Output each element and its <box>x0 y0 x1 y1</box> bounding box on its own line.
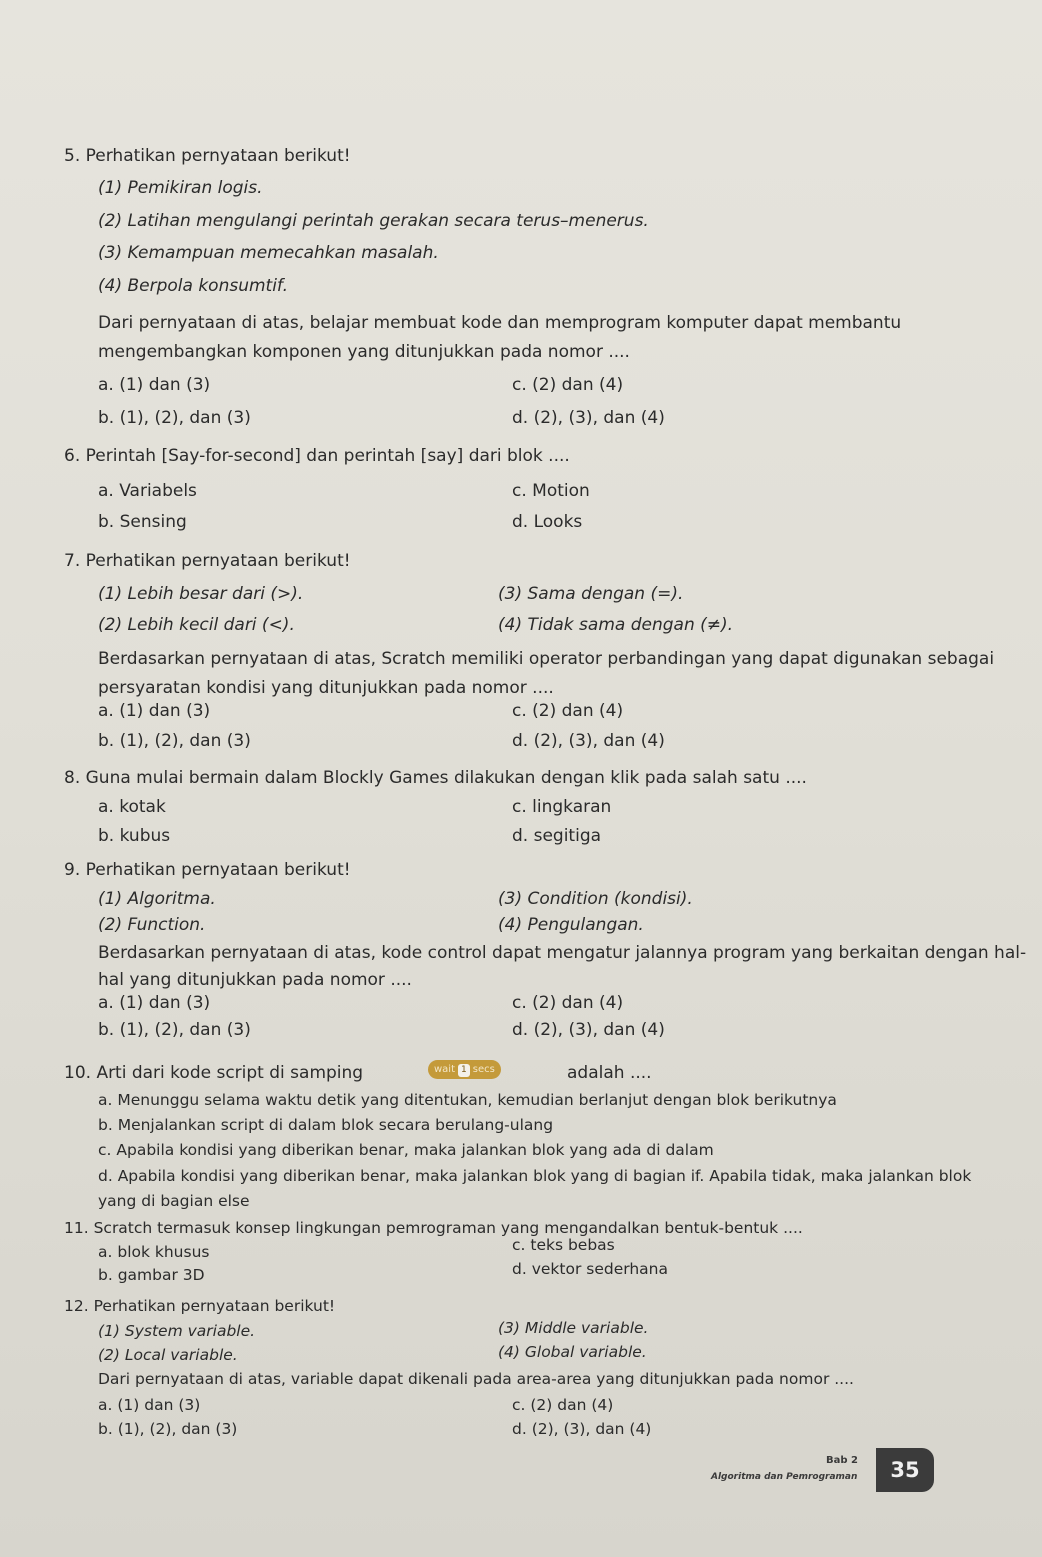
question-5-option-d: d. (2), (3), dan (4) <box>512 408 665 428</box>
question-6-option-b: b. Sensing <box>98 512 187 532</box>
question-9-option-b: b. (1), (2), dan (3) <box>98 1020 251 1040</box>
question-8-option-d: d. segitiga <box>512 826 602 846</box>
question-12-item-3: (3) Middle variable. <box>498 1319 649 1337</box>
question-6-option-d: d. Looks <box>512 512 583 532</box>
question-5-stem: 5. Perhatikan pernyataan berikut! <box>64 146 351 166</box>
footer-chapter: Bab 2 <box>826 1455 858 1466</box>
question-7-item-1: (1) Lebih besar dari (>). <box>98 584 304 604</box>
question-5-item-3: (3) Kemampuan memecahkan masalah. <box>98 243 439 263</box>
question-7-option-b: b. (1), (2), dan (3) <box>98 731 251 751</box>
question-12-text: Dari pernyataan di atas, variable dapat dikenali pada area-area yang ditunjukkan pada nomor .... <box>98 1370 854 1388</box>
question-12-item-4: (4) Global variable. <box>498 1343 647 1361</box>
question-5-item-2: (2) Latihan mengulangi perintah gerakan secara terus–menerus. <box>98 211 649 231</box>
question-7-option-c: c. (2) dan (4) <box>512 701 624 721</box>
question-12-option-a: a. (1) dan (3) <box>98 1396 201 1414</box>
question-11-option-d: d. vektor sederhana <box>512 1260 668 1278</box>
page-number: 35 <box>876 1448 934 1492</box>
question-9-stem: 9. Perhatikan pernyataan berikut! <box>64 860 351 880</box>
question-6-option-c: c. Motion <box>512 481 590 501</box>
question-7-item-4: (4) Tidak sama dengan (≠). <box>498 615 734 635</box>
question-9-option-d: d. (2), (3), dan (4) <box>512 1020 665 1040</box>
question-5-option-a: a. (1) dan (3) <box>98 375 211 395</box>
question-7-option-a: a. (1) dan (3) <box>98 701 211 721</box>
question-10-option-a: a. Menunggu selama waktu detik yang ditentukan, kemudian berlanjut dengan blok berikutnya <box>98 1091 837 1109</box>
question-8-option-a: a. kotak <box>98 797 166 817</box>
question-6-stem: 6. Perintah [Say-for-second] dan perintah [say] dari blok .... <box>64 446 570 466</box>
wait-block-unit: secs <box>472 1064 495 1075</box>
question-5-item-1: (1) Pemikiran logis. <box>98 178 263 198</box>
question-7-item-3: (3) Sama dengan (=). <box>498 584 684 604</box>
question-11-stem: 11. Scratch termasuk konsep lingkungan pemrograman yang mengandalkan bentuk-bentuk .... <box>64 1219 803 1237</box>
question-12-item-2: (2) Local variable. <box>98 1346 238 1364</box>
question-7-stem: 7. Perhatikan pernyataan berikut! <box>64 551 351 571</box>
question-9-text: Berdasarkan pernyataan di atas, kode control dapat mengatur jalannya program yang berkaitan dengan hal-hal yang ditunjukkan pada nomor .... <box>98 943 1027 990</box>
question-7-option-d: d. (2), (3), dan (4) <box>512 731 665 751</box>
question-8-option-b: b. kubus <box>98 826 171 846</box>
question-11-option-b: b. gambar 3D <box>98 1266 205 1284</box>
question-9-item-4: (4) Pengulangan. <box>498 915 644 935</box>
question-7-item-2: (2) Lebih kecil dari (<). <box>98 615 295 635</box>
question-10-option-b: b. Menjalankan script di dalam blok secara berulang-ulang <box>98 1116 554 1134</box>
wait-block-number: 1 <box>458 1064 470 1077</box>
question-9-item-1: (1) Algoritma. <box>98 889 216 909</box>
question-5-option-b: b. (1), (2), dan (3) <box>98 408 251 428</box>
question-10-stem: 10. Arti dari kode script di samping <box>64 1063 364 1083</box>
question-8-option-c: c. lingkaran <box>512 797 612 817</box>
question-11-option-a: a. blok khusus <box>98 1243 210 1261</box>
question-9-option-c: c. (2) dan (4) <box>512 993 624 1013</box>
question-5-item-4: (4) Berpola konsumtif. <box>98 276 289 296</box>
question-9-item-2: (2) Function. <box>98 915 206 935</box>
question-11-option-c: c. teks bebas <box>512 1236 615 1254</box>
wait-block-label: wait <box>434 1064 456 1075</box>
question-9-option-a: a. (1) dan (3) <box>98 993 211 1013</box>
question-10-stem-end: adalah .... <box>567 1063 652 1083</box>
question-7-text: Berdasarkan pernyataan di atas, Scratch memiliki operator perbandingan yang dapat digunakan sebagai persyaratan kondisi yang ditunjukkan pada nomor .... <box>98 649 995 698</box>
question-10-option-c: c. Apabila kondisi yang diberikan benar, maka jalankan blok yang ada di dalam <box>98 1141 714 1159</box>
question-12-option-b: b. (1), (2), dan (3) <box>98 1420 238 1438</box>
question-12-option-d: d. (2), (3), dan (4) <box>512 1420 652 1438</box>
question-9-item-3: (3) Condition (kondisi). <box>498 889 693 909</box>
question-12-option-c: c. (2) dan (4) <box>512 1396 614 1414</box>
question-5-option-c: c. (2) dan (4) <box>512 375 624 395</box>
scratch-wait-block <box>428 1060 501 1079</box>
question-12-item-1: (1) System variable. <box>98 1322 256 1340</box>
question-6-option-a: a. Variabels <box>98 481 197 501</box>
footer-title: Algoritma dan Pemrograman <box>711 1472 858 1482</box>
question-5-text: Dari pernyataan di atas, belajar membuat kode dan memprogram komputer dapat membantu mengembangkan komponen yang ditunjukkan pada nomor .... <box>98 313 902 362</box>
question-12-stem: 12. Perhatikan pernyataan berikut! <box>64 1297 336 1315</box>
question-8-stem: 8. Guna mulai bermain dalam Blockly Games dilakukan dengan klik pada salah satu .... <box>64 768 807 788</box>
question-10-option-d: d. Apabila kondisi yang diberikan benar, maka jalankan blok yang di bagian if. Apabila tidak, maka jalankan blok yang di bagian else <box>98 1167 972 1210</box>
